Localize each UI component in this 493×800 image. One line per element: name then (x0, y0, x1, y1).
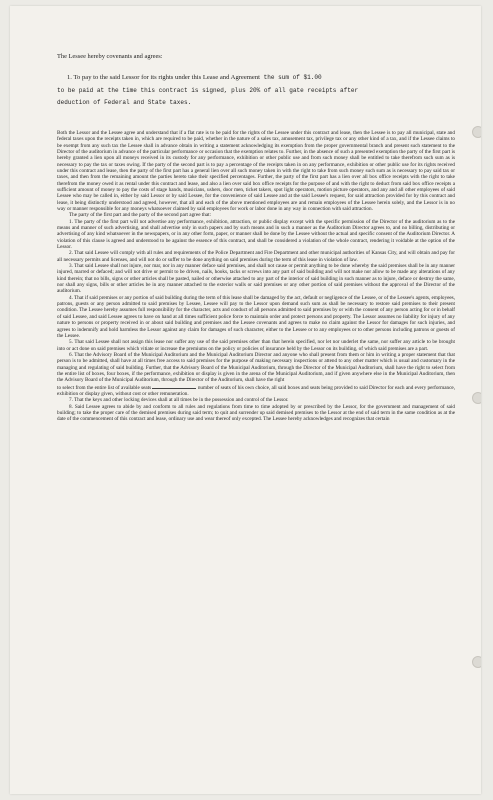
clause-7-keys: 7. That the keys and other locking devices shall at all times be in the possession and control of the Lessor. (69, 397, 289, 404)
document-body (57, 54, 455, 423)
clause-6-access: 6. That the Advisory Board of the Municipal Auditorium and the Municipal Auditorium Director and anyone who shall present from them or him in writing a proper statement that that person is to be admitted, shall have at all times free access to said premises for the purpose of making necessary inspections or attend to any other matter which is usual and customary in the managing and regulating of said building. Further, that the Advisory Board of the Municipal Auditorium, through the Director of the Municipal Auditorium, shall have the right to select from the entire list of boxes, four boxes, if the performance, exhibition or display is given in the arena of the Municipal Auditorium, and if given anywhere else in the Municipal Auditorium, then the Advisory Board of the Municipal Auditorium, through the Director of the Auditorium, shall have the right (57, 351, 455, 384)
agreement-intro: The party of the first part and the party of the second part agree that: (69, 212, 212, 219)
seats-clause (57, 384, 455, 398)
payment-terms: to be paid at the time this contract is signed, plus 20% of all gate receipts after (57, 86, 359, 94)
seats-clause-middle: number of seats of his own choice, all said boxes (197, 384, 300, 391)
punch-hole (472, 656, 481, 668)
clause-4-damage: 4. That if said premises or any portion of said building during the term of this lease shall be damaged by the act, default or negligence of the Lessee, or of the Lessee's agents, employees, patrons, guests or any person admitted to said premises by Lessee, Lessee will pay to the Lessor upon demand such sum as shall be necessary to restore said premises to their present condition. The Lessee hereby assumes full responsibility for the character, acts and conduct of all persons admitted to said premises by or with the consent of any person acting for or in behalf of said Lessee, and said Lessee agrees to have on hand at all times sufficient police force to maintain order and protect persons and property. The Lessor assumes no liability for injury of any nature to persons or property received in or about said building and premises and the Lessee covenants and agrees to make no claim against the Lessor for damages for such injuries, and agrees to indemnify and hold harmless the Lessor against any claim for damages of such character, either to the Lessee or to any employees or to other persons including patrons or guests of the Lessee. (57, 294, 455, 339)
seats-blank-line (152, 384, 196, 389)
clause-2-compliance: 2. That said Lessee will comply with all rules and requirements of the Police Department and Fire Department and other municipal authorities of Kansas City, and will obtain and pay for all necessary permits and licenses, and will not do or suffer to be done anything on said premises during the term of this lease in violation of law. (57, 250, 455, 263)
tax-paragraph: Both the Lessor and the Lessee agree and understand that if a flat rate is to be paid for the rights of the Lessee under this contract and lease, then the Lessee is to pay all municipal, state and federal taxes upon the receipts taken in, which are required to be paid, whether in the nature of a sales tax, amusement tax, privilege tax or any other kind of a tax, and if the Lessee claims to be exempt from any such tax the Lessee shall in advance obtain in writing a statement acknowledging its exemption from the proper governmental branch and present such statement to the Director of the auditorium in advance of the particular performance or occasion that the exemption relates to. Further, in the absence of such a presented exemption the party of the first part is hereby granted a lien upon all moneys received in its custody for any performance, exhibition or other public use and from such money shall be entitled to take therefrom such sum as is necessary to pay the tax or taxes owing. If the party of the second part is to pay a percentage of the receipts taken in on any performance, exhibition or other public use for its rights received under this contract and lease, then the party of the first part has a general lien over all such money taken in with the right to take from such money such sum as is necessary to pay said tax or taxes, and then from the remaining amount the parties hereto take their specified percentages. Further, the party of the first part has a lien over all box office receipts with the right to take therefrom the money owed it as rental under this contract and lease, and also a lien over said box office receipts for the purpose of and with the right to deduct from said box office receipts a sufficient amount of money to pay the costs of stage hands, musicians, ushers, door men, ticket takers, spot light operators, motion picture operators, and any and all other employees of said Lessee who may be called in, either by said Lessor or by said Lessee, for the convenience of said Lessee and at the said Lessee's request, for said attraction provided for by this contract and lease, it being distinctly understood and agreed, however, that all and each of the above mentioned employees are and remain employees of the Lessee herein solely, and the Lessor is in no way or manner responsible for any moneys whatsoever claimed by said employees for work or labor done in any way in connection with said attraction. (57, 129, 455, 212)
payment-clause (57, 72, 455, 110)
clause-3-premises: 3. That said Lessee shall not injure, nor mar, nor in any manner deface said premises, and shall not cause or permit anything to be done whereby the said premises shall be in any manner injured, marred or defaced; and will not drive or permit to be driven, nails, hooks, tacks or screws into any part of said building and will not make nor allow to be made any alterations of any kind therein; that no bills, signs or other articles shall be pasted, nailed or otherwise attached to any part of the interior of said building in such manner as to injure, deface or destroy the same, nor shall any signs, bills or other articles be in any manner attached to the exterior walls or said premises or any other portion of said premises without the approval of the Director of the auditorium. (57, 263, 455, 295)
payment-clause-prefix: 1. To pay to the said Lessor for its rights under this Lease and Agreement (67, 74, 260, 82)
punch-hole (472, 392, 481, 404)
clause-1-advertising: 1. The party of the first part will not advertise any performance, exhibition, attraction, or public display except with the specific permission of the Director of the auditorium as to the means and manner of such advertising, and shall advertise only in such papers and by such means and in such a manner as the Auditorium Director agrees to, and no billing, distributing or advertising of any kind whatsoever in the newspapers, or in any other form, paper, or manner shall be done by the Lessee without the actual and specific consent of the Auditorium Director. A violation of this clause is agreed and understood to be against the essence of this contract, and shall be considered a violation of the whole contract, rendering it voidable at the option of the Lessor. (57, 218, 455, 251)
covenants-heading: The Lessee hereby covenants and agrees: (57, 53, 163, 60)
payment-deduction: deduction of Federal and State taxes. (57, 99, 192, 107)
seats-clause-end: and seats being provided to said Director for each and every performance, exhibition or display given, without cost or other remuneration. (57, 384, 455, 397)
clause-5-assignment: 5. That said Lessee shall not assign this lease nor suffer any use of the said premises other than that herein specified, nor let nor underlet the same, nor suffer any article to be brought into or act done on said premises which vitiate or increase the premiums on the policy or policies of insurance held by the Lessor on its building, of which said premises are a part. (57, 339, 455, 352)
document-page (10, 6, 481, 794)
seats-clause-start: to select from the entire list of available seats (57, 384, 152, 391)
punch-hole (472, 126, 481, 138)
payment-amount: the sum of $1.00 (263, 74, 322, 82)
clause-8-rules: 8. Said Lessee agrees to abide by and conform to all rules and regulations from time to time adopted by or prescribed by the Lessor, for the government and management of said building; to take the proper care of the demised premises during said term; to quit and surrender up said demised premises to the Lessor at the end of said term in the same condition as at the date of the commencement of this contract and lease, ordinary use and wear thereof only excepted. The Lessee hereby acknowledges and recognizes that certain (57, 403, 455, 423)
